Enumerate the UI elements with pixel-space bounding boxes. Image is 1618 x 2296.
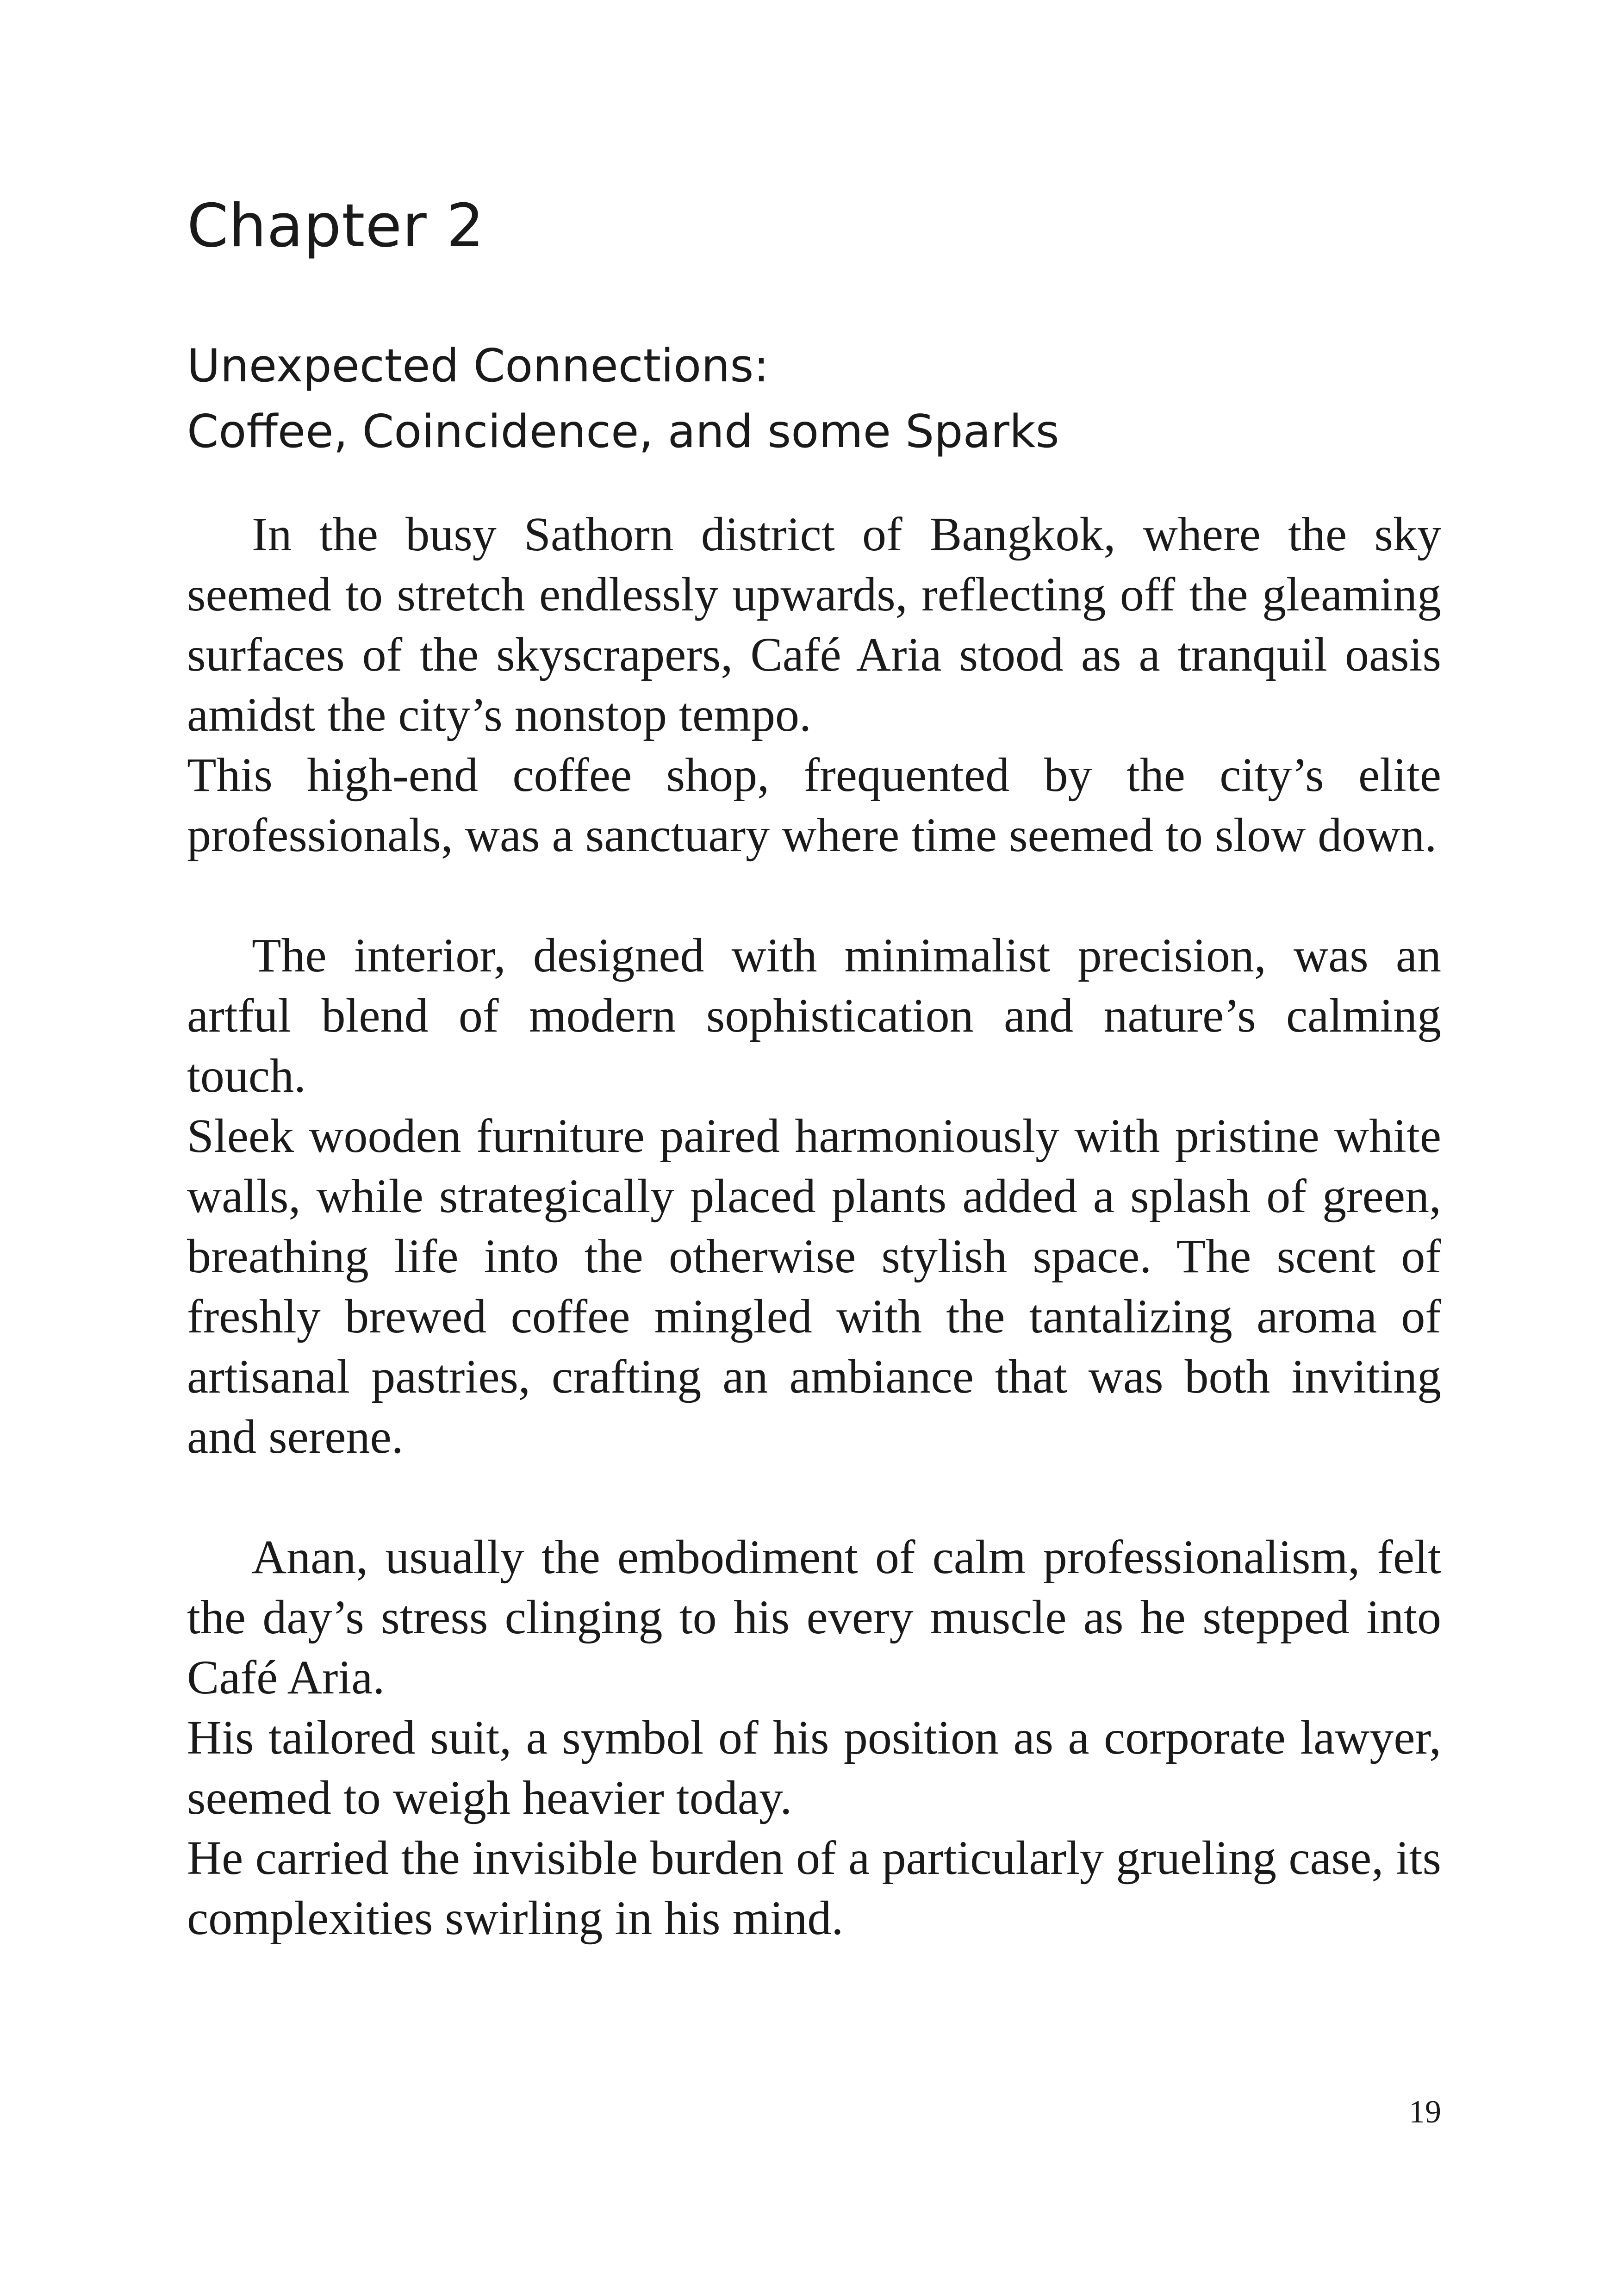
paragraph-4: Sleek wooden furniture paired harmoniously with pristine white walls, while strategically placed plants added a splash of green, breathing life into the otherwise stylish space. The scent of freshly brewed coffee mingled with the tantalizing aroma of artisanal pastries, crafting an ambiance that was both inviting and serene. — [187, 1109, 1441, 1463]
paragraph-1: In the busy Sathorn district of Bangkok, where the sky seemed to stretch endlessly upwards, reflecting off the gleaming surfaces of the skyscrapers, Café Aria stood as a tranquil oasis amidst the city’s nonstop tempo. — [187, 508, 1441, 741]
chapter-subtitle-line-1: Unexpected Connections: — [187, 340, 769, 392]
paragraph-5: Anan, usually the embodiment of calm professionalism, felt the day’s stress clinging to his every muscle as he stepped into Café Aria. — [187, 1531, 1441, 1704]
paragraph-2: This high-end coffee shop, frequented by the city’s elite professionals, was a sanctuary where time seemed to slow down. — [187, 748, 1441, 862]
chapter-title: Chapter 2 — [187, 192, 485, 261]
chapter-subtitle-line-2: Coffee, Coincidence, and some Sparks — [187, 405, 1059, 458]
paragraph-3: The interior, designed with minimalist precision, was an artful blend of modern sophistication and nature’s calming touch. — [187, 929, 1441, 1102]
page-number: 19 — [1409, 2094, 1441, 2130]
paragraph-6: His tailored suit, a symbol of his position as a corporate lawyer, seemed to weigh heavier today. — [187, 1711, 1441, 1824]
paragraph-7: He carried the invisible burden of a particularly grueling case, its complexities swirling in his mind. — [187, 1831, 1441, 1945]
chapter-body — [187, 504, 1441, 1948]
chapter-subtitle — [187, 333, 1059, 465]
